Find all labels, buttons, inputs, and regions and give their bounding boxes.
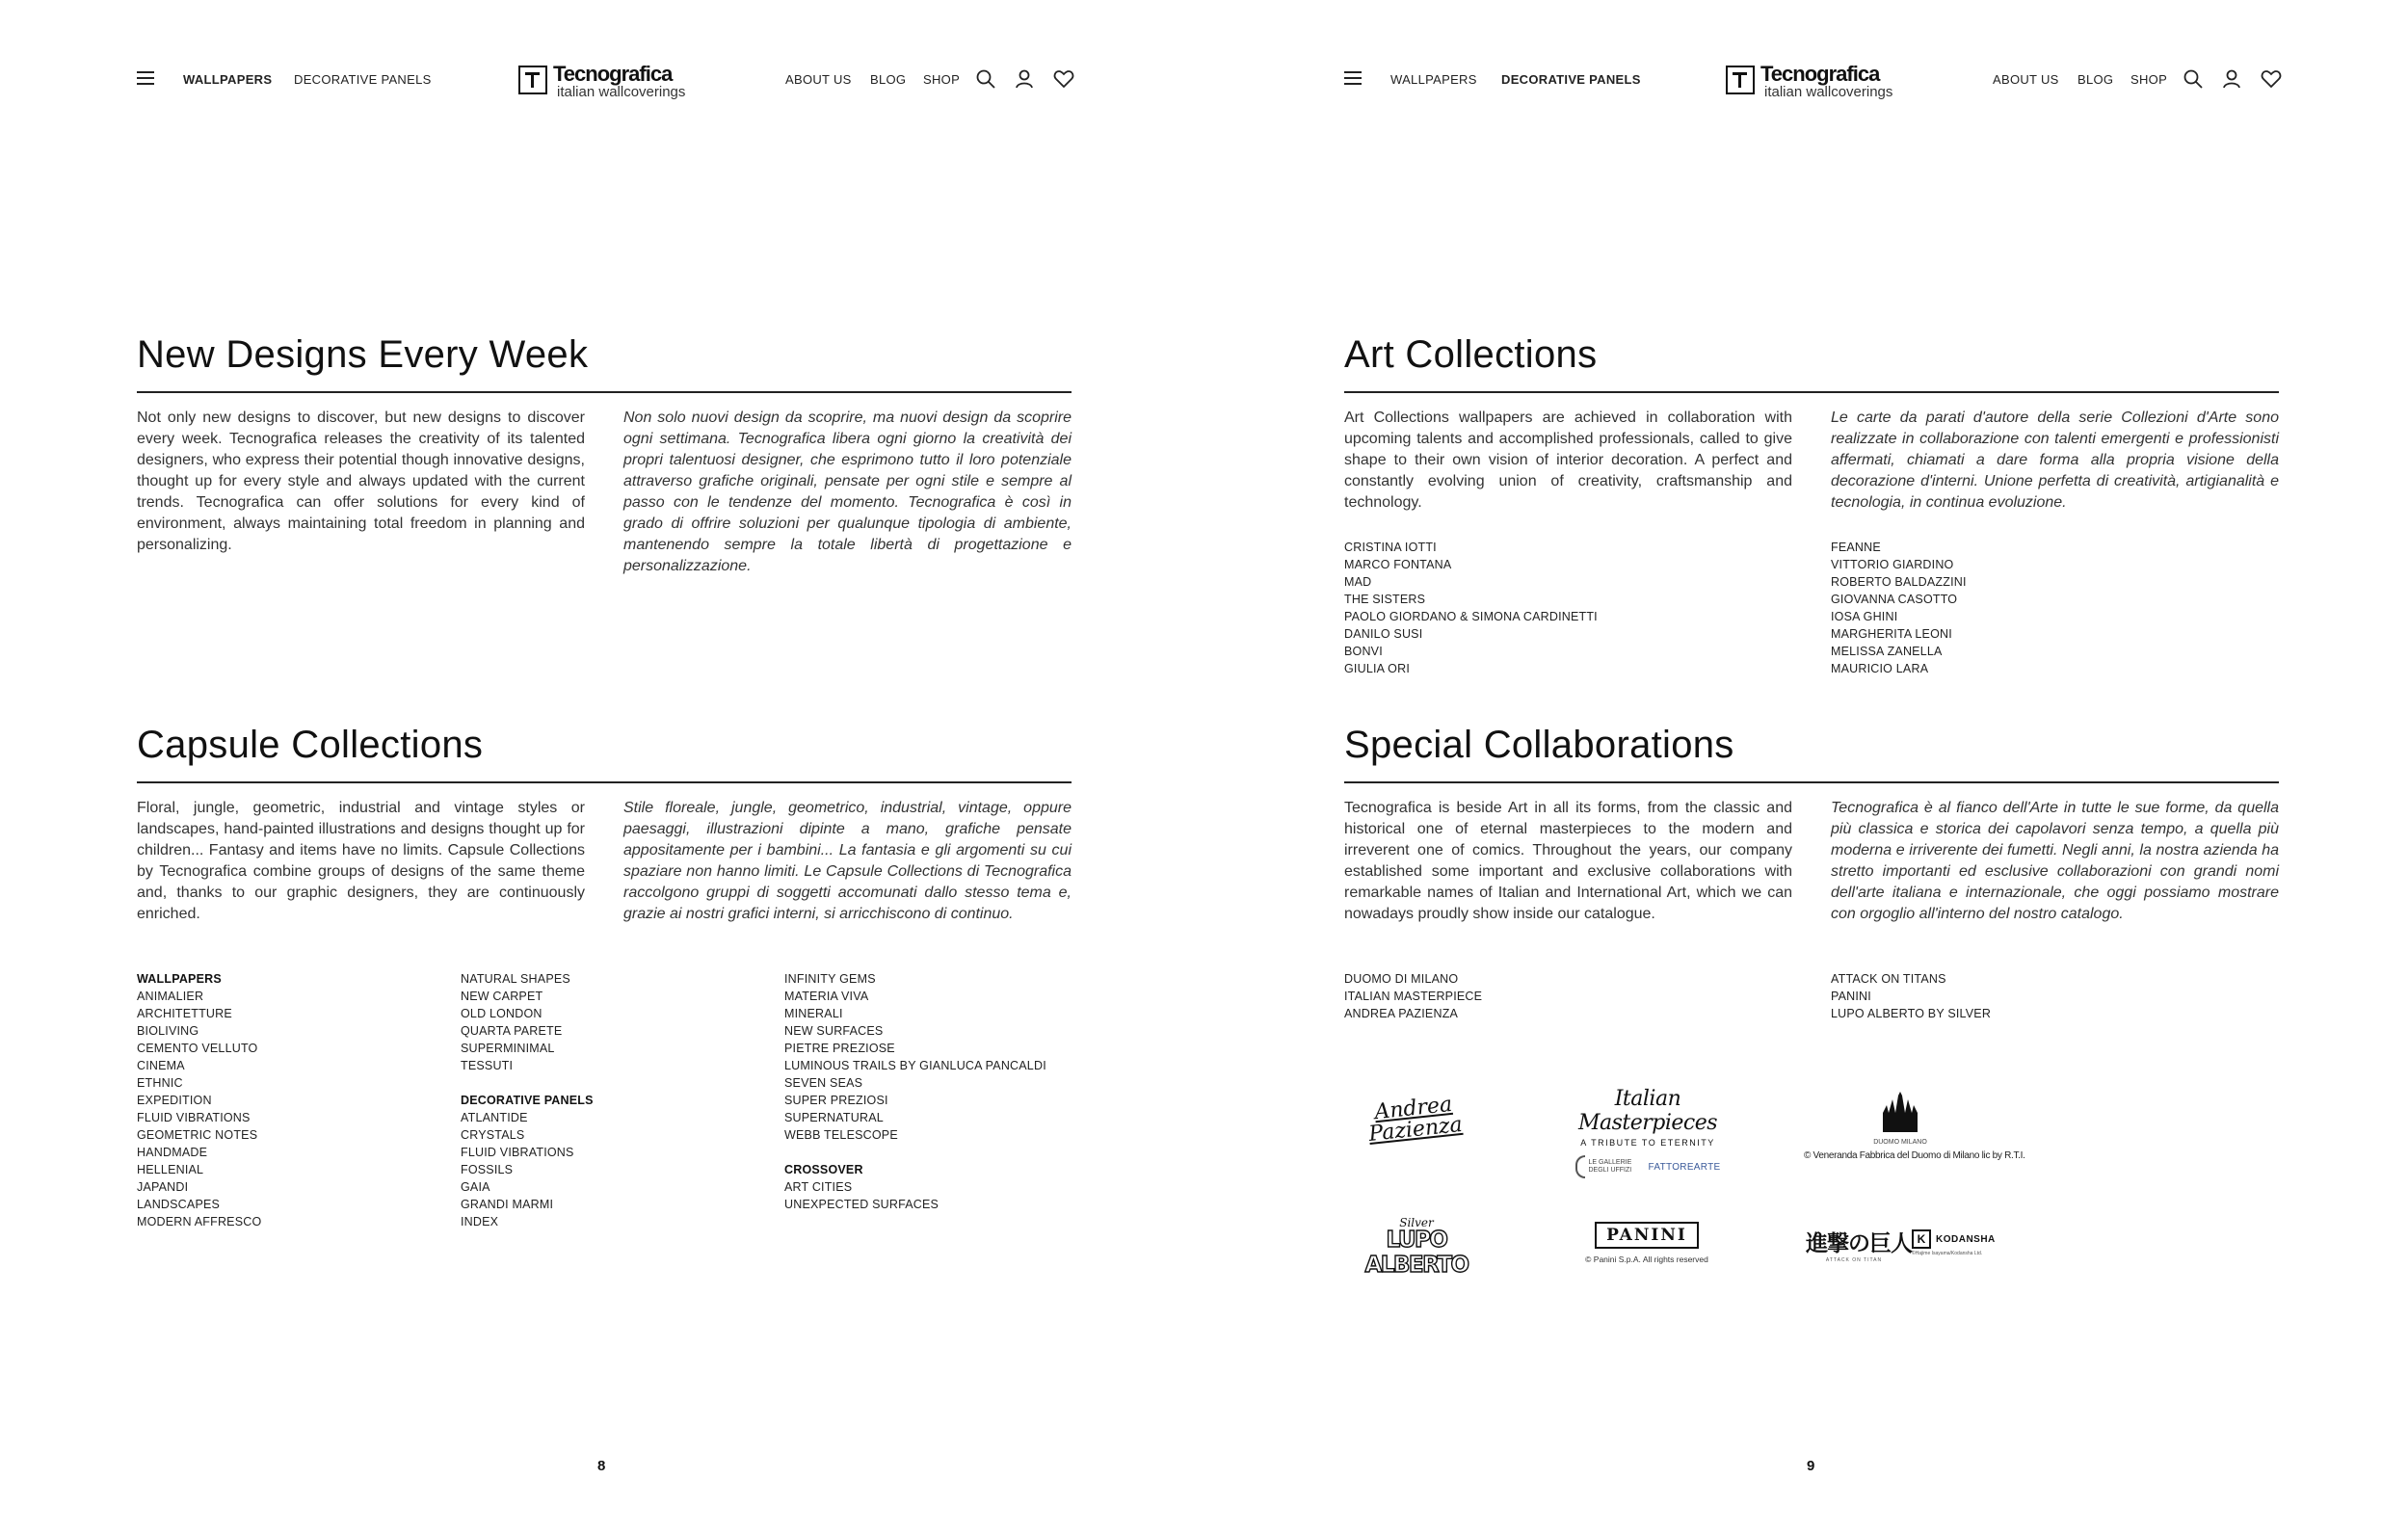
- nav-decorative-panels[interactable]: DECORATIVE PANELS: [1501, 72, 1641, 87]
- list-item[interactable]: THE SISTERS: [1344, 593, 1426, 606]
- capsule-text-en: Floral, jungle, geometric, industrial and vintage styles or landscapes, hand-painted illustrations and designs thought up for children... Fantasy and items have no limits. Capsule Collections by Tecnografica combine groups of designs of the same theme and, thanks to our graphic designers, they are continuously enriched.: [137, 800, 585, 922]
- list-item[interactable]: MELISSA ZANELLA: [1831, 645, 1943, 658]
- gallerie-uffizi-logo: LE GALLERIE DEGLI UFFIZI: [1575, 1155, 1639, 1178]
- list-item[interactable]: ART CITIES: [784, 1180, 853, 1194]
- list-item[interactable]: PAOLO GIORDANO & SIMONA CARDINETTI: [1344, 610, 1598, 623]
- andrea-pazienza-logo: Andrea Pazienza: [1367, 1092, 1464, 1147]
- attack-on-titan-logo: 進撃の巨人 ATTACK ON TITAN: [1806, 1230, 1912, 1263]
- list-item[interactable]: DANILO SUSI: [1344, 627, 1423, 641]
- list-item[interactable]: ARCHITETTURE: [137, 1007, 232, 1020]
- nav-decorative-panels[interactable]: DECORATIVE PANELS: [294, 72, 432, 87]
- list-item[interactable]: FLUID VIBRATIONS: [137, 1111, 251, 1124]
- menu-icon[interactable]: [1344, 71, 1362, 86]
- list-item[interactable]: CRISTINA IOTTI: [1344, 541, 1437, 554]
- list-item[interactable]: GIULIA ORI: [1344, 662, 1410, 675]
- list-item[interactable]: GEOMETRIC NOTES: [137, 1128, 258, 1142]
- page-number: 9: [1807, 1458, 1815, 1474]
- brand-name: Tecnografica: [553, 62, 673, 86]
- kodansha-logo: K KODANSHA ©Hajime Isayama/Kodansha Ltd.: [1912, 1229, 1998, 1256]
- list-item[interactable]: MAD: [1344, 575, 1372, 589]
- list-item[interactable]: IOSA GHINI: [1831, 610, 1898, 623]
- list-item[interactable]: HANDMADE: [137, 1146, 208, 1159]
- logo-mark-icon: [1726, 66, 1755, 94]
- page-right: [1204, 0, 2408, 1532]
- section-title-special: Special Collaborations: [1344, 724, 1734, 766]
- duomo-cathedral-icon: [1879, 1092, 1921, 1132]
- nav-shop[interactable]: SHOP: [2130, 72, 2168, 87]
- panini-logo: PANINI © Panini S.p.A. All rights reserved: [1578, 1222, 1715, 1264]
- list-item[interactable]: LANDSCAPES: [137, 1198, 221, 1211]
- duomo-milano-logo: DUOMO MILANO © Veneranda Fabbrica del Duomo di Milano lic by R.T.I.: [1804, 1092, 1997, 1161]
- kodansha-mark-icon: K: [1912, 1229, 1931, 1249]
- list-item[interactable]: FEANNE: [1831, 541, 1881, 554]
- special-list-col-1: [1344, 970, 1482, 1022]
- special-text-en: Tecnografica is beside Art in all its forms, from the classic and historical one of eternal masterpieces to the modern and irreverent one of comics. Throughout the years, our company established some important and exclusive collaborations with remarkable names of Italian and International Art, which we can nowadays proudly show inside our catalogue.: [1344, 800, 1792, 922]
- list-item[interactable]: NATURAL SHAPES: [461, 972, 570, 986]
- list-item[interactable]: NEW CARPET: [461, 990, 543, 1003]
- user-icon[interactable]: [1014, 68, 1035, 90]
- list-item[interactable]: INDEX: [461, 1215, 499, 1228]
- list-item[interactable]: GIOVANNA CASOTTO: [1831, 593, 1958, 606]
- list-item[interactable]: SUPERNATURAL: [784, 1111, 884, 1124]
- list-item[interactable]: ITALIAN MASTERPIECE: [1344, 990, 1483, 1003]
- capsule-list-col-2: [461, 970, 594, 1230]
- list-item[interactable]: LUMINOUS TRAILS BY GIANLUCA PANCALDI: [784, 1059, 1046, 1072]
- art-text-en: Art Collections wallpapers are achieved in collaboration with upcoming talents and accomplished professionals, called to give shape to their own vision of interior decoration. A perfect and constantly evolving union of creativity, craftsmanship and technology.: [1344, 409, 1792, 511]
- section-title-capsule: Capsule Collections: [137, 724, 484, 766]
- list-item[interactable]: LUPO ALBERTO BY SILVER: [1831, 1007, 1992, 1020]
- capsule-text-it: Stile floreale, jungle, geometrico, industrial, vintage, oppure paesaggi, illustrazioni dipinte a mano, grafiche pensate appositamente per i bambini... La fantasia e gli argomenti su cui spaziare non hanno limiti. Le Capsule Collections di Tecnografica raccolgono gruppi di soggetti accomunati dallo stesso tema e, grazie ai nostri grafici interni, si arricchiscono di continuo.: [623, 800, 1072, 922]
- list-item[interactable]: MATERIA VIVA: [784, 990, 869, 1003]
- brand-tagline: italian wallcoverings: [1764, 84, 1893, 100]
- section-title-new-designs: New Designs Every Week: [137, 333, 589, 376]
- list-item[interactable]: SUPERMINIMAL: [461, 1042, 555, 1055]
- special-list-col-2: [1831, 970, 1991, 1022]
- nav-wallpapers[interactable]: WALLPAPERS: [1390, 72, 1477, 87]
- list-item[interactable]: CRYSTALS: [461, 1128, 525, 1142]
- italian-masterpieces-logo: Italian Masterpieces A TRIBUTE TO ETERNITY LE GALLERIE DEGLI UFFIZI FATTOREARTE: [1566, 1087, 1730, 1178]
- list-item[interactable]: PANINI: [1831, 990, 1871, 1003]
- new-designs-text-en: Not only new designs to discover, but new designs to discover every week. Tecnografica releases the creativity of its talented designers, who express their potential though innovative designs, thought up for every style and always updated with the current trends. Tecnografica can offer solutions for every kind of environment, always maintaining total freedom in planning and personalizing.: [137, 409, 585, 553]
- list-item[interactable]: DUOMO DI MILANO: [1344, 972, 1459, 986]
- nav-wallpapers[interactable]: WALLPAPERS: [183, 72, 273, 87]
- header: [1344, 60, 2279, 102]
- list-item[interactable]: HELLENIAL: [137, 1163, 204, 1176]
- list-item[interactable]: ANDREA PAZIENZA: [1344, 1007, 1459, 1020]
- list-item[interactable]: CEMENTO VELLUTO: [137, 1042, 258, 1055]
- nav-blog[interactable]: BLOG: [2077, 72, 2114, 87]
- list-item[interactable]: SUPER PREZIOSI: [784, 1094, 888, 1107]
- list-item[interactable]: INFINITY GEMS: [784, 972, 876, 986]
- menu-icon[interactable]: [137, 71, 154, 86]
- divider: [137, 781, 1072, 783]
- list-item[interactable]: MODERN AFFRESCO: [137, 1215, 262, 1228]
- list-item[interactable]: FOSSILS: [461, 1163, 514, 1176]
- list-item[interactable]: BONVI: [1344, 645, 1383, 658]
- list-item[interactable]: ETHNIC: [137, 1076, 183, 1090]
- list-heading-wallpapers: WALLPAPERS: [137, 972, 222, 986]
- list-item[interactable]: GAIA: [461, 1180, 490, 1194]
- artists-col-2: [1831, 539, 1967, 677]
- page-number: 8: [597, 1458, 606, 1474]
- divider: [1344, 391, 2279, 393]
- list-item[interactable]: ATLANTIDE: [461, 1111, 528, 1124]
- list-item[interactable]: OLD LONDON: [461, 1007, 542, 1020]
- new-designs-text-it: Non solo nuovi design da scoprire, ma nuovi design da scoprire ogni settimana. Tecnografica libera ogni giorno la creatività dei propri talentuosi designer, che esprimono tutto il loro potenziale attraverso grafiche originali, pensate per ogni stile e sempre al passo con le tendenze del momento. Tecnografica è così in grado di offrire soluzioni per qualunque tipologia di ambiente, mantenendo sempre la totale libertà di progettazione e personalizzazione.: [623, 409, 1072, 574]
- uffizi-mark-icon: [1575, 1155, 1585, 1178]
- list-item[interactable]: SEVEN SEAS: [784, 1076, 863, 1090]
- list-item[interactable]: MARCO FONTANA: [1344, 558, 1452, 571]
- list-item[interactable]: NEW SURFACES: [784, 1024, 884, 1038]
- logo-mark-icon: [518, 66, 547, 94]
- list-item[interactable]: PIETRE PREZIOSE: [784, 1042, 895, 1055]
- list-heading-decorative-panels: DECORATIVE PANELS: [461, 1094, 594, 1107]
- list-item[interactable]: TESSUTI: [461, 1059, 514, 1072]
- list-item[interactable]: BIOLIVING: [137, 1024, 199, 1038]
- nav-blog[interactable]: BLOG: [870, 72, 907, 87]
- nav-about-us[interactable]: ABOUT US: [785, 72, 852, 87]
- list-heading-crossover: CROSSOVER: [784, 1163, 863, 1176]
- brand-logo[interactable]: [1726, 62, 1899, 100]
- list-item[interactable]: QUARTA PARETE: [461, 1024, 563, 1038]
- list-item[interactable]: MAURICIO LARA: [1831, 662, 1929, 675]
- capsule-list-col-3: [784, 970, 1046, 1213]
- art-text-it: Le carte da parati d'autore della serie Collezioni d'Arte sono realizzate in collaborazione con talenti emergenti e professionisti affermati, chiamati a dare forma alla propria visione della decorazione d'interni. Unione perfetta di creatività, artigianalità e tecnologia, in continua evoluzione.: [1831, 409, 2279, 511]
- list-item[interactable]: JAPANDI: [137, 1180, 189, 1194]
- fattorearte-logo: FATTOREARTE: [1648, 1161, 1721, 1173]
- list-item[interactable]: UNEXPECTED SURFACES: [784, 1198, 939, 1211]
- list-item[interactable]: EXPEDITION: [137, 1094, 212, 1107]
- list-item[interactable]: ROBERTO BALDAZZINI: [1831, 575, 1967, 589]
- heart-icon[interactable]: [1053, 68, 1074, 90]
- list-item[interactable]: FLUID VIBRATIONS: [461, 1146, 574, 1159]
- section-title-art: Art Collections: [1344, 333, 1598, 376]
- divider: [1344, 781, 2279, 783]
- list-item[interactable]: ATTACK ON TITANS: [1831, 972, 1946, 986]
- brand-tagline: italian wallcoverings: [557, 84, 686, 100]
- header: [137, 60, 1072, 102]
- list-item[interactable]: MINERALI: [784, 1007, 843, 1020]
- special-text-it: Tecnografica è al fianco dell'Arte in tutte le sue forme, da quella più classica e storica dei capolavori senza tempo, a quella più moderna e irriverente dei fumetti. Negli anni, la nostra azienda ha stretto importanti ed esclusive collaborazioni con grandi nomi dell'arte italiana e internazionale, che oggi possiamo mostrare con orgoglio all'interno del nostro catalogo.: [1831, 800, 2279, 922]
- nav-shop[interactable]: SHOP: [923, 72, 961, 87]
- user-icon[interactable]: [2221, 68, 2242, 90]
- list-item[interactable]: VITTORIO GIARDINO: [1831, 558, 1954, 571]
- divider: [137, 391, 1072, 393]
- brand-name: Tecnografica: [1760, 62, 1880, 86]
- capsule-list-col-1: [137, 970, 261, 1230]
- list-item[interactable]: WEBB TELESCOPE: [784, 1128, 898, 1142]
- artists-col-1: [1344, 539, 1598, 677]
- list-item[interactable]: ANIMALIER: [137, 990, 204, 1003]
- list-item[interactable]: MARGHERITA LEONI: [1831, 627, 1952, 641]
- brand-logo[interactable]: [518, 62, 692, 100]
- search-icon[interactable]: [975, 68, 996, 90]
- heart-icon[interactable]: [2261, 68, 2282, 90]
- list-item[interactable]: GRANDI MARMI: [461, 1198, 554, 1211]
- lupo-alberto-logo: Silver LUPO ALBERTO: [1364, 1216, 1469, 1278]
- search-icon[interactable]: [2183, 68, 2204, 90]
- list-item[interactable]: CINEMA: [137, 1059, 185, 1072]
- nav-about-us[interactable]: ABOUT US: [1993, 72, 2059, 87]
